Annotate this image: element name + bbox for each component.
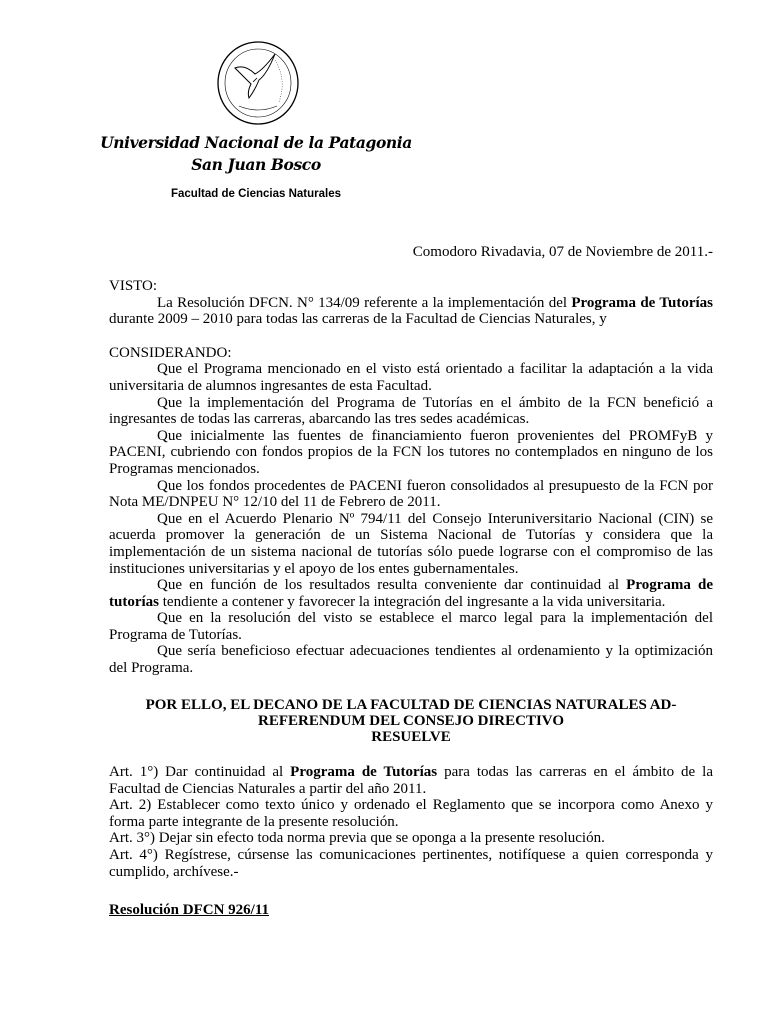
considerando-paragraph-1: Que el Programa mencionado en el visto está orientado a facilitar la adaptación a la vida universitaria de alumnos ingresantes de esta Facultad. [109, 361, 713, 394]
considerando-p6-program: Programa de tutorías [109, 577, 714, 610]
resolution-number: Resolución DFCN 926/11 [109, 902, 270, 918]
considerando-p6-text: Que en función de los resultados resulta conveniente dar continuidad al [157, 577, 627, 594]
visto-label: VISTO: [109, 278, 158, 294]
document-body [109, 278, 713, 677]
article-1 [109, 764, 713, 797]
resolve-heading-line-3: RESUELVE [371, 729, 451, 746]
article-1-text: Art. 1°) Dar continuidad al [109, 764, 291, 780]
university-campus: San Juan Bosco [191, 155, 321, 174]
considerando-paragraph-8: Que sería beneficioso efectuar adecuaciones tendientes al ordenamiento y la optimización del Programa. [109, 643, 713, 677]
article-1-program: Programa de Tutorías [290, 764, 438, 780]
article-3: Art. 3°) Dejar sin efecto toda norma previa que se oponga a la presente resolución. [109, 830, 605, 847]
faculty-name: Facultad de Ciencias Naturales [170, 188, 341, 200]
visto-program-name: Programa de Tutorías [571, 294, 713, 311]
article-1-text-end: para todas las carreras en el ámbito de la Facultad de Ciencias Naturales a partir del año 2011. [109, 764, 714, 797]
considerando-paragraph-7: Que en la resolución del visto se establece el marco legal para la implementación del Programa de Tutorías. [109, 610, 713, 643]
considerando-paragraph-5: Que en el Acuerdo Plenario Nº 794/11 del Consejo Interuniversitario Nacional (CIN) se acuerda promover la generación de un Sistema Nacional de Tutorías y considera que la implementación de un sistema nacional de tutorías sólo puede lograrse con el compromiso de las instituciones universitarias y el apoyo de los entes gubernamentales. [109, 510, 713, 577]
university-name: Universidad Nacional de la Patagonia [100, 133, 412, 152]
resolve-heading [109, 697, 713, 746]
considerando-label: CONSIDERANDO: [109, 344, 232, 361]
article-4: Art. 4°) Regístrese, cúrsense las comunicaciones pertinentes, notifíquese a quien corresponda y cumplido, archívese.- [109, 846, 713, 880]
considerando-paragraph-2: Que la implementación del Programa de Tutorías en el ámbito de la FCN benefició a ingresantes de todas las carreras, abarcando las tres sedes académicas. [109, 394, 713, 428]
university-seal-logo [215, 40, 301, 126]
visto-text-end: durante 2009 – 2010 para todas las carreras de la Facultad de Ciencias Naturales, y [109, 311, 607, 328]
date-line: Comodoro Rivadavia, 07 de Noviembre de 2011.- [412, 244, 713, 260]
article-2: Art. 2) Establecer como texto único y ordenado el Reglamento que se incorpora como Anexo y forma parte integrante de la presente resolución. [109, 797, 713, 830]
considerando-p6-text-end: tendiente a contener y favorecer la integración del ingresante a la vida universitaria. [159, 593, 666, 610]
considerando-paragraph-3: Que inicialmente las fuentes de financiamiento fueron provenientes del PROMFyB y PACENI, cubriendo con fondos propios de la FCN los tutores no contemplados en ninguno de los Programas mencionados. [109, 427, 713, 477]
articles [109, 764, 713, 880]
visto-paragraph [109, 295, 713, 328]
resolve-heading-line-2: REFERENDUM DEL CONSEJO DIRECTIVO [258, 713, 564, 730]
resolve-heading-line-1: POR ELLO, EL DECANO DE LA FACULTAD DE CIENCIAS NATURALES AD- [145, 697, 677, 713]
visto-text: La Resolución DFCN. N° 134/09 referente a la implementación del [157, 294, 572, 311]
considerando-paragraph-6 [109, 577, 713, 610]
considerando-paragraph-4: Que los fondos procedentes de PACENI fueron consolidados al presupuesto de la FCN por Nota ME/DNPEU N° 12/10 del 11 de Febrero de 2011. [109, 477, 713, 511]
